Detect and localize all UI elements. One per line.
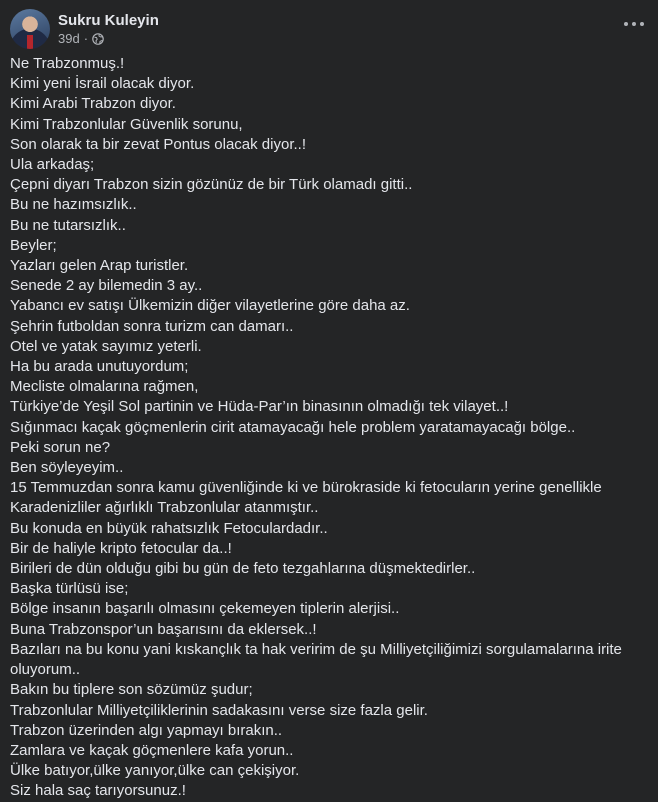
globe-icon bbox=[92, 33, 104, 45]
post-text-line: Karadenizliler ağırlıklı Trabzonlular atanmıştır.. bbox=[10, 499, 319, 517]
post-text-line: Otel ve yatak sayımız yeterli. bbox=[10, 337, 202, 355]
post-text-line: Bu konuda en büyük rahatsızlık Fetoculardadır.. bbox=[10, 519, 328, 537]
post-subline bbox=[58, 30, 159, 47]
post-text-line: Peki sorun ne? bbox=[10, 438, 111, 456]
post-text-line: Bu ne hazımsızlık.. bbox=[10, 196, 137, 214]
post-text-line: Bu ne tutarsızlık.. bbox=[10, 216, 126, 234]
post-text-line: Ne Trabzonmuş.! bbox=[10, 55, 125, 72]
avatar[interactable] bbox=[10, 9, 50, 49]
post-text-line: Ula arkadaş; bbox=[10, 156, 95, 174]
post-text-line: Yabancı ev satışı Ülkemizin diğer vilayetlerine göre daha az. bbox=[10, 297, 410, 315]
post-text-line: Buna Trabzonspor’un başarısını da eklersek..! bbox=[10, 620, 317, 638]
post-text-line: Trabzon üzerinden algı yapmayı bırakın.. bbox=[10, 721, 283, 739]
post-text-line: Çepni diyarı Trabzon sizin gözünüz de bir Türk olamadı gitti.. bbox=[10, 176, 413, 194]
post-text-line: Zamlara ve kaçak göçmenlere kafa yorun.. bbox=[10, 741, 294, 759]
post-meta bbox=[58, 11, 159, 47]
post-text-line: Ülke batıyor,ülke yanıyor,ülke can çekişiyor. bbox=[10, 762, 300, 780]
post-text-line: Kimi yeni İsrail olacak diyor. bbox=[10, 75, 195, 93]
post-text-line: Bakın bu tiplere son sözümüz şudur; bbox=[10, 681, 253, 699]
post-text-line: Trabzonlular Milliyetçiliklerinin sadakasını verse size fazla gelir. bbox=[10, 701, 428, 719]
separator-dot: · bbox=[83, 31, 89, 46]
post-text-line: Başka türlüsü ise; bbox=[10, 580, 129, 598]
post-text-line: Türkiye’de Yeşil Sol partinin ve Hüda-Par’ın binasının olmadığı tek vilayet..! bbox=[10, 398, 509, 416]
post-text-line: 15 Temmuzdan sonra kamu güvenliğinde ki ve bürokraside ki fetocuların yerine genellikle bbox=[10, 479, 602, 497]
post-text-line: Bölge insanın başarılı olmasını çekemeyen tiplerin alerjisi.. bbox=[10, 600, 400, 618]
post-text-line: Bir de haliyle kripto fetocular da..! bbox=[10, 539, 232, 557]
post-text-line: oluyorum.. bbox=[10, 661, 81, 679]
post-text-line: Şehrin futboldan sonra turizm can damarı.. bbox=[10, 317, 294, 335]
post-text-line: Kimi Arabi Trabzon diyor. bbox=[10, 95, 176, 113]
post-text-line: Bazıları na bu konu yani kıskançlık ta hak veririm de şu Milliyetçiliğimizi sorgulamalarına irite bbox=[10, 640, 622, 658]
author-name[interactable]: Sukru Kuleyin bbox=[58, 12, 159, 29]
post-time[interactable]: 39d bbox=[58, 31, 80, 46]
post-text-line: Mecliste olmalarına rağmen, bbox=[10, 378, 199, 396]
post-text-line: Siz hala saç tarıyorsunuz.! bbox=[10, 782, 186, 800]
post-text-line: Kimi Trabzonlular Güvenlik sorunu, bbox=[10, 115, 243, 133]
post-text-line: Yazları gelen Arap turistler. bbox=[10, 257, 189, 275]
post-text-line: Son olarak ta bir zevat Pontus olacak diyor..! bbox=[10, 135, 306, 153]
post-text-line: Birileri de dün olduğu gibi bu gün de feto tezgahlarına düşmektedirler.. bbox=[10, 560, 476, 578]
post-text-line: Ha bu arada unutuyordum; bbox=[10, 358, 189, 376]
post-text-line: Sığınmacı kaçak göçmenlerin cirit atamayacağı hele problem yaratamayacağı bölge.. bbox=[10, 418, 576, 436]
post-text-line: Beyler; bbox=[10, 236, 57, 254]
post-text-line: Senede 2 ay bilemedin 3 ay.. bbox=[10, 277, 203, 295]
more-options-icon[interactable] bbox=[620, 14, 648, 34]
post-text-line: Ben söyleyeyim.. bbox=[10, 459, 124, 477]
post-header bbox=[10, 9, 159, 49]
post-text bbox=[10, 54, 650, 802]
